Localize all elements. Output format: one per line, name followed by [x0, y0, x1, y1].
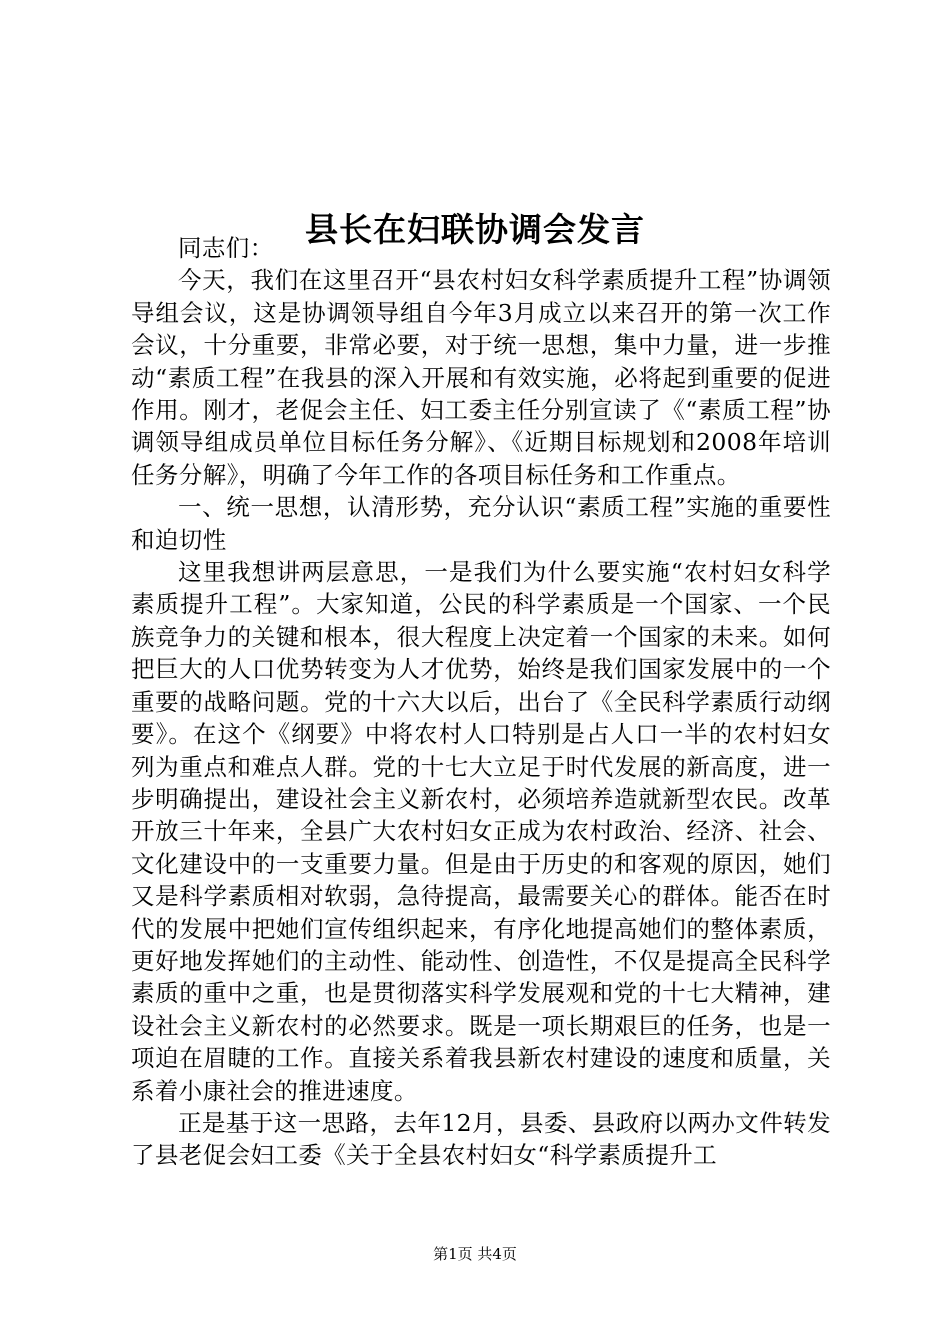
paragraph-greeting: 同志们：	[178, 234, 274, 262]
document-title: 县长在妇联协调会发言	[305, 210, 645, 250]
document-body	[131, 232, 831, 1172]
paragraph-body: 这里我想讲两层意思，一是我们为什么要实施“农村妇女科学素质提升工程”。大家知道，公民的科学素质是一个国家、一个民族竞争力的关键和根本，很大程度上决定着一个国家的未来。如何把巨大的人口优势转变为人才优势，始终是我们国家发展中的一个重要的战略问题。党的十六大以后，出台了《全民科学素质行动纲要》。在这个《纲要》中将农村人口特别是占人口一半的农村妇女列为重点和难点人群。党的十七大立足于时代发展的新高度，进一步明确提出，建设社会主义新农村，必须培养造就新型农民。改革开放三十年来，全县广大农村妇女正成为农村政治、经济、社会、文化建设中的一支重要力量。但是由于历史的和客观的原因，她们又是科学素质相对软弱，急待提高，最需要关心的群体。能否在时代的发展中把她们宣传组织起来，有序化地提高她们的整体素质，更好地发挥她们的主动性、能动性、创造性，不仅是提高全民科学素质的重中之重，也是贯彻落实科学发展观和党的十七大精神，建设社会主义新农村的必然要求。既是一项长期艰巨的任务，也是一项迫在眉睫的工作。直接关系着我县新农村建设的速度和质量，关系着小康社会的推进速度。	[131, 558, 831, 1105]
page-footer: 第1页 共4页	[433, 1245, 517, 1263]
section-heading-1: 一、统一思想，认清形势，充分认识“素质工程”实施的重要性和迫切性	[131, 493, 831, 554]
paragraph-continued: 正是基于这一思路，去年12月，县委、县政府以两办文件转发了县老促会妇工委《关于全县农村妇女“科学素质提升工	[131, 1108, 831, 1170]
paragraph-intro: 今天，我们在这里召开“县农村妇女科学素质提升工程”协调领导组会议，这是协调领导组自今年3月成立以来召开的第一次工作会议，十分重要，非常必要，对于统一思想，集中力量，进一步推动“素质工程”在我县的深入开展和有效实施，必将起到重要的促进作用。刚才，老促会主任、妇工委主任分别宣读了《“素质工程”协调领导组成员单位目标任务分解》、《近期目标规划和2008年培训任务分解》，明确了今年工作的各项目标任务和工作重点。	[131, 266, 831, 489]
